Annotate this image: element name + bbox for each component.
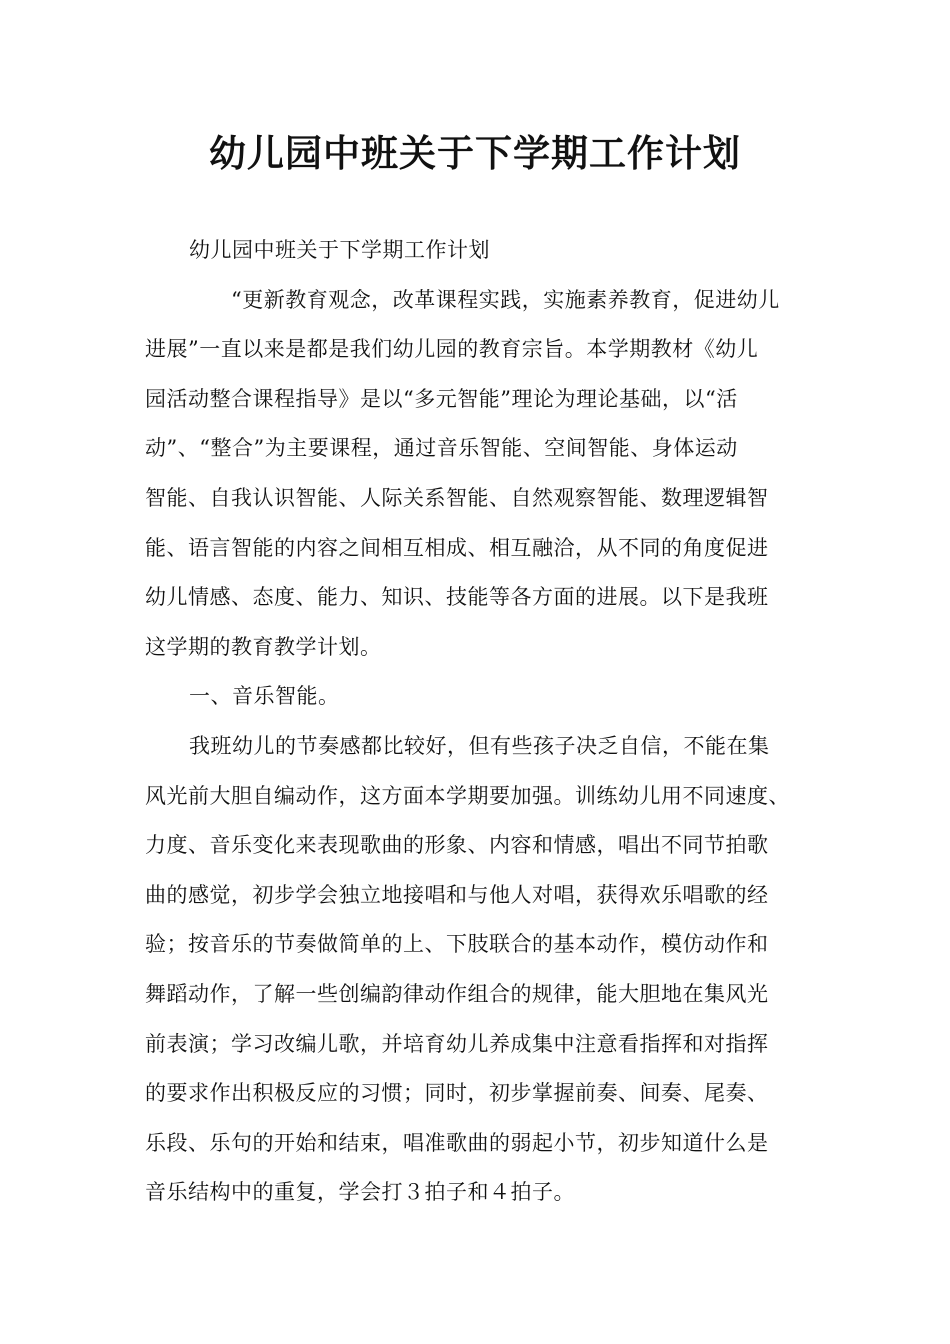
- paragraph-line: 幼儿情感、态度、能力、知识、技能等各方面的进展。以下是我班: [145, 585, 769, 610]
- paragraph-line: 音乐结构中的重复，学会打３拍子和４拍子。: [145, 1180, 575, 1205]
- section-heading: 一、音乐智能。: [189, 684, 340, 709]
- paragraph-line: 舞蹈动作，了解一些创编韵律动作组合的规律，能大胆地在集风光: [145, 981, 769, 1006]
- paragraph-line: 我班幼儿的节奏感都比较好，但有些孩子决乏自信，不能在集: [189, 733, 770, 758]
- paragraph-line: “更新教育观念，改革课程实践，实施素养教育，促进幼儿: [231, 287, 780, 312]
- paragraph-line: 验；按音乐的节奏做简单的上、下肢联合的基本动作，模仿动作和: [145, 932, 769, 957]
- paragraph-line: 力度、音乐变化来表现歌曲的形象、内容和情感，唱出不同节拍歌: [145, 833, 769, 858]
- body-subtitle-line: 幼儿园中班关于下学期工作计划: [189, 238, 490, 262]
- paragraph-line: 前表演；学习改编儿歌，并培育幼儿养成集中注意看指挥和对指挥: [145, 1031, 769, 1056]
- paragraph-line: 的要求作出积极反应的习惯；同时，初步掌握前奏、间奏、尾奏、: [145, 1081, 769, 1106]
- document-body: [145, 226, 825, 1218]
- paragraph-line: 进展”一直以来是都是我们幼儿园的教育宗旨。本学期教材《幼儿: [145, 337, 759, 362]
- paragraph-line: 乐段、乐句的开始和结束，唱准歌曲的弱起小节，初步知道什么是: [145, 1130, 769, 1155]
- paragraph-line: 这学期的教育教学计划。: [145, 634, 382, 659]
- paragraph-line: 风光前大胆自编动作，这方面本学期要加强。训练幼儿用不同速度、: [145, 783, 790, 808]
- paragraph-line: 智能、自我认识智能、人际关系智能、自然观察智能、数理逻辑智: [145, 485, 769, 510]
- document-title: 幼儿园中班关于下学期工作计划: [209, 132, 741, 175]
- paragraph-line: 曲的感觉，初步学会独立地接唱和与他人对唱，获得欢乐唱歌的经: [145, 882, 769, 907]
- paragraph-line: 园活动整合课程指导》是以“多元智能”理论为理论基础，以“活: [145, 386, 738, 411]
- paragraph-line: 能、语言智能的内容之间相互相成、相互融洽，从不同的角度促进: [145, 535, 769, 560]
- paragraph-line: 动”、“整合”为主要课程，通过音乐智能、空间智能、身体运动: [145, 436, 738, 461]
